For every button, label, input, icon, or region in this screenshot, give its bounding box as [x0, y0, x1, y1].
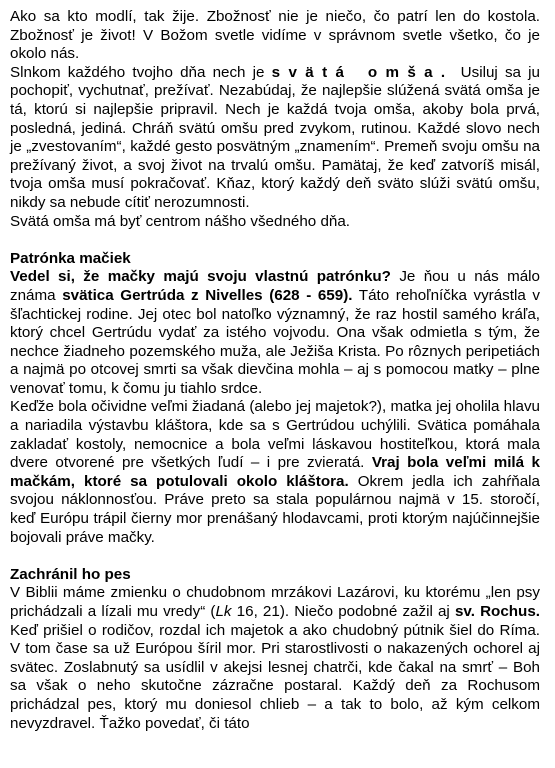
section-1-saint-name: svätica Gertrúda z Nivelles (628 - 659).: [62, 286, 353, 304]
section-2-citation: Lk: [215, 603, 232, 620]
section-1-paragraph-1: [10, 268, 540, 398]
section-1-text: Je ňou u nás málo známa: [10, 268, 540, 304]
section-gap: [10, 547, 540, 566]
intro-p2-text: Slnkom každého tvojho dňa nech je: [10, 63, 272, 81]
section-1-title: Patrónka mačiek: [10, 249, 131, 267]
section-2-text-3: Keď prišiel o rodičov, rozdal ich majetok a ako chudobný pútnik šiel do Ríma. V tom čase sa už Európou šíril mor. Pri starostlivosti o nakazených ochorel aj svätec. Zoslabnutý sa usídlil v akejsi lesnej chatrči, kde čakal na smrť – Boh sa však o neho skutočne zázračne postaral. Každý deň za Rochusom prichádzal pes, ktorý mu doniesol chlieb – a tak to bolo, až kým celkom nevyzdravel. Ťažko povedať, či táto: [10, 621, 540, 732]
section-1-text-2: Táto rehoľníčka vyrástla v šľachtickej rodine. Jej otec bol natoľko významný, že raz hostil samého kráľa, ktorý chcel Gertrúdu vydať za istého vojvodu. Ona však odmietla s tým, že nechce žiadneho pozemského muža, ale Ježiša Krista. Po rôznych peripetiách a najmä po otcovej smrti sa však dievčina mohla – aj s pomocou matky – plne venovať tomu, k čomu ju tiahlo srdce.: [10, 286, 540, 397]
intro-p2-text-after: Usiluj sa ju pochopiť, vychutnať, prežívať. Nezabúdaj, že najlepšie slúžená svätá omša je tá, ktorú si najlepšie pripravil. Nech je každá tvoja omša, akoby bola prvá, posledná, jediná. Chráň svätú omšu pred zvykom, rutinou. Každé slovo nech je „zvestovaním“, každé gesto posvätným „znamením“. Premeň svoju omšu na prežívaný život, a svoj život na trvalú omšu. Pamätaj, že keď zatvoríš misál, tvoja omša musí pokračovať. Kňaz, ktorý každý deň sväto slúži svätú omšu, nikdy sa nebude cítiť nerozumnosti.: [10, 63, 540, 211]
section-1-p2-text-2: Okrem jedla ich zahŕňala svojou náklonnosťou. Práve preto sa stala populárnou najmä v 15. storočí, keď Európu trápil čierny mor prenášaný hlodavcami, proti ktorým najúčinnejšie bojovali práve mačky.: [10, 472, 540, 546]
section-gap: [10, 231, 540, 250]
section-2-title: Zachránil ho pes: [10, 565, 131, 583]
intro-p2-emphasis: svätá omša.: [271, 63, 454, 81]
intro-paragraph-1: Ako sa kto modlí, tak žije. Zbožnosť nie je niečo, čo patrí len do kostola. Zbožnosť je život! V Božom svetle vidíme v správnom svetle všetko, čo je okolo nás.: [10, 8, 540, 63]
intro-paragraph-2: [10, 64, 540, 213]
section-2-saint-name: sv. Rochus.: [454, 603, 540, 620]
section-1-p2-emphasis: Vraj bola veľmi milá k mačkám, ktoré sa potulovali okolo kláštora.: [10, 454, 540, 490]
section-2-paragraph-1: [10, 584, 540, 733]
intro-paragraph-3: Svätá omša má byť centrom nášho všedného dňa.: [10, 212, 351, 230]
section-1-p2-text: Keďže bola očividne veľmi žiadaná (alebo jej majetok?), matka jej oholila hlavu a nariadila výstavbu kláštora, kde sa s Gertrúdou uchýlili. Svätica pomáhala zakladať kostoly, nemocnice a bola veľmi láskavou hostiteľkou, ktorá mala dvere otvorené pre všetkých ľudí – i pre zvieratá.: [10, 398, 540, 472]
section-2-text: V Biblii máme zmienku o chudobnom mrzákovi Lazárovi, ku ktorému „len psy prichádzali a lízali mu vredy“ (: [10, 584, 540, 620]
section-1-lead: Vedel si, že mačky majú svoju vlastnú patrónku?: [10, 268, 391, 286]
document-page: [10, 8, 540, 733]
section-1-paragraph-2: [10, 398, 540, 547]
section-2-text-2: 16, 21). Niečo podobné zažil aj: [231, 603, 455, 620]
